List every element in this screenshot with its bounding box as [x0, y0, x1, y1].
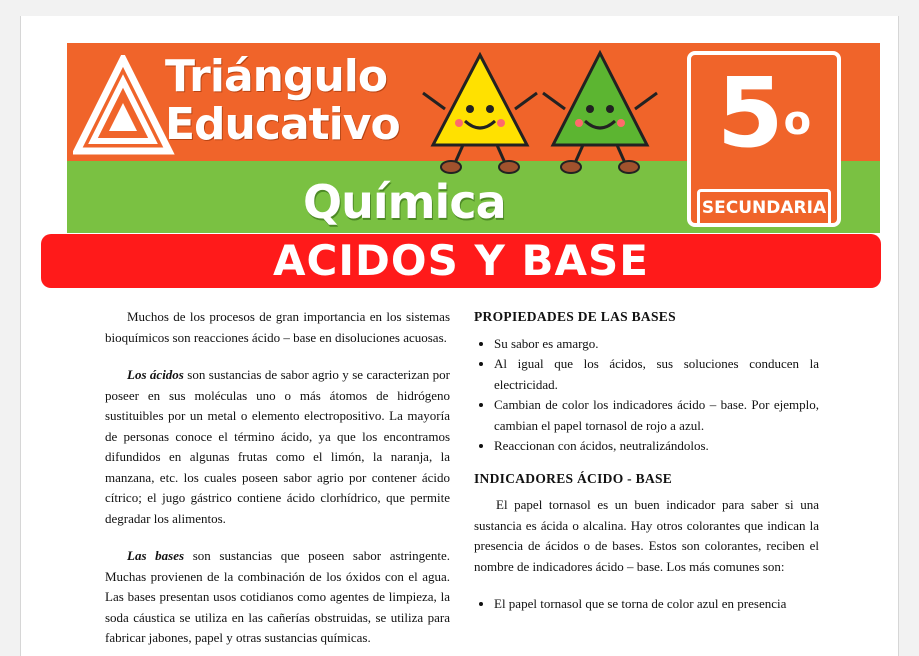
acids-paragraph [105, 365, 450, 529]
triangle-mascots-icon [415, 49, 665, 179]
list-item: • Cambian de color los indicadores ácido – base. Por ejemplo, cambian el papel tornasol de rojo a azul. [494, 395, 819, 436]
indicators-heading: INDICADORES ÁCIDO - BASE [474, 470, 673, 486]
bases-term: Las bases [127, 548, 185, 563]
subject-title: Química [303, 175, 506, 229]
grade-level-label: SECUNDARIA [697, 189, 831, 227]
bases-properties-heading: PROPIEDADES DE LAS BASES [474, 309, 676, 324]
brand-line-2: Educativo [165, 99, 400, 150]
list-item: • Reaccionan con ácidos, neutralizándolos. [494, 436, 819, 457]
list-item: • Su sabor es amargo. [494, 334, 819, 355]
indicators-paragraph: El papel tornasol es un buen indicador para saber si una sustancia es ácida o alcalina. Hay otros colorantes que indican la presencia de ácidos o de bases. Estos son colorantes, reciben el nombre de indicadores ácido – base. Los más comunes son: [474, 497, 819, 574]
indicators-list [474, 594, 819, 615]
document-title-bar [41, 234, 881, 288]
bases-properties-list [474, 334, 819, 457]
intro-paragraph: Muchos de los procesos de gran importancia en los sistemas bioquímicos son reacciones ácido – base en disoluciones acuosas. [105, 309, 450, 345]
list-item: • Al igual que los ácidos, sus soluciones conducen la electricidad. [494, 354, 819, 395]
brand-line-1: Triángulo [165, 51, 388, 102]
grade-number-value: 5 [716, 57, 784, 169]
list-item: • El papel tornasol que se torna de color azul en presencia [494, 594, 819, 615]
bases-text: son sustancias que poseen sabor astringente. Muchas provienen de la combinación de los óxidos con el agua. Las bases presentan usos cotidianos como agentes de limpieza, la soda cáustica se utiliza en las cañerías obstruidas, se utiliza para fabricar jabones, papel y otras sustancias químicas. [105, 548, 450, 645]
grade-number [691, 57, 837, 169]
header-banner [67, 43, 880, 233]
bases-paragraph [105, 546, 450, 649]
document-title: ACIDOS Y BASE [273, 236, 649, 285]
right-column [474, 307, 819, 627]
document-page [20, 16, 899, 656]
grade-badge [687, 51, 841, 227]
acids-term: Los ácidos [127, 367, 184, 382]
acids-text: son sustancias de sabor agrio y se caracterizan por poseer en sus moléculas uno o más átomos de hidrógeno sustituibles por un metal o elemento electropositivo. La mayoría de personas conoce el término ácido, ya que los encontramos difundidos en algunas frutas como el limón, la naranja, la manzana, etc. los cuales poseen sabor agrio por contener ácido cítrico; el jugo gástrico contiene ácido clorhídrico, que permite degradar los alimentos. [105, 367, 450, 526]
grade-ordinal: o [783, 98, 812, 144]
brand-logo-text [165, 53, 400, 149]
left-column [105, 307, 450, 656]
